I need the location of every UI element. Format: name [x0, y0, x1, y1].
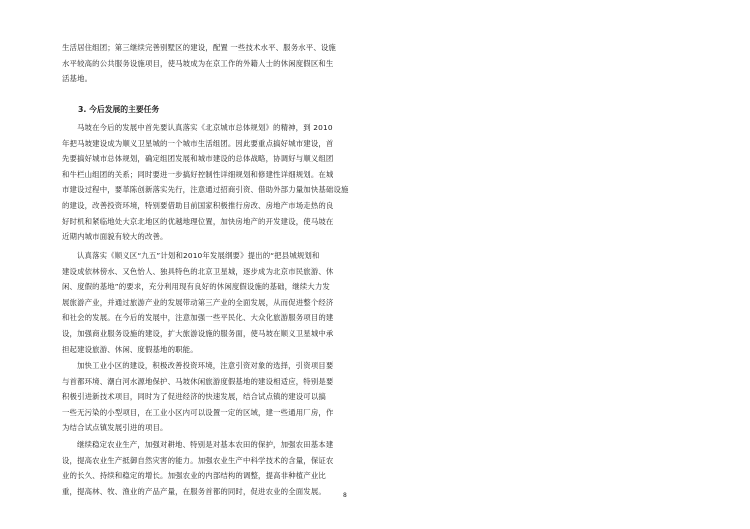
text-line: 认真落实《顺义区“九五”计划和2010年发展纲要》提出的“把县城规划和 [77, 251, 320, 260]
text-line: 近期内城市面貌有较大的改善。 [62, 232, 168, 242]
paragraph-1 [62, 120, 380, 245]
text-line: 和社会的发展。在今后的发展中，注意加强一些平民化、大众化旅游服务项目的建 [62, 313, 334, 323]
text-line: 马坡在今后的发展中首先要认真落实《北京城市总体规划》的精神，到 2010 [77, 123, 333, 132]
text-line: 闲、度假的基地”的要求，充分利用现有良好的休闲度假设施的基础，继续大力发 [62, 282, 330, 292]
text-line: 加快工业小区的建设，积极改善投资环境，注意引资对象的选择，引资项目要 [77, 361, 334, 370]
text-line: 积极引进新技术项目，同时为了促进经济的快速发展，结合试点镇的建设可以搞 [62, 392, 326, 402]
text-line: 生活居住组团；第三继续完善别墅区的建设，配置 一些技术水平、服务水平、设施 [62, 43, 336, 52]
text-line: 继续稳定农业生产，加强对耕地、特别是对基本农田的保护，加强农田基本建 [77, 440, 334, 449]
text-line: 重，提高林、牧、渔业的产品产量，在服务首都的同时，促进农业的全面发展。 [62, 486, 326, 496]
text-line: 先要搞好城市总体规划，确定组团发展和城市建设的总体战略，协调好与顺义组团 [62, 154, 334, 164]
text-line: 展旅游产业，并通过旅游产业的发展带动第三产业的全面发展，从而促进整个经济 [62, 297, 334, 307]
text-line: 活基地。 [62, 74, 93, 84]
intro-paragraph [62, 40, 380, 87]
paragraph-3 [62, 358, 380, 436]
text-line: 建设成依林傍水、又色怡人、独具特色的北京卫星城，逐步成为北京市民旅游、休 [62, 266, 334, 276]
text-line: 设，提高农业生产抵御自然灾害的能力。加强农业生产中科学技术的含量，保证农 [62, 455, 334, 465]
text-line: 市建设过程中，要革陈创新落实先行，注意通过招商引资、借助外部力量加快基础设施 [62, 185, 349, 195]
text-line: 设，加强商业服务设施的建设，扩大旅游设施的服务面，使马坡在顺义卫星城中承 [62, 328, 334, 338]
paragraph-2 [62, 248, 380, 357]
text-line: 年把马坡建设成为顺义卫星城的一个城市生活组团。因此要重点搞好城市建设，首 [62, 138, 334, 148]
page-number: 8 [343, 492, 347, 499]
text-line: 为结合试点镇发展引进的项目。 [62, 423, 168, 433]
section-heading: 3. 今后发展的主要任务 [78, 105, 160, 114]
paragraph-4 [62, 437, 380, 499]
text-line: 与首都环境、潮白河水源地保护、马坡休闲旅游度假基地的建设相适应，特别是要 [62, 376, 334, 386]
text-line: 一些无污染的小型项目，在工业小区内可以设置一定的区域，建一些通用厂房，作 [62, 407, 334, 417]
text-line: 的建设，改善投资环境，特别要借助目前国家积极推行房改、房地产市场走热的良 [62, 200, 334, 210]
text-line: 水平较高的公共服务设施项目，使马坡成为在京工作的外籍人士的休闲度假区和生 [62, 58, 334, 68]
text-line: 和牛栏山组团的关系；同时要进一步搞好控制性详细规划和修建性详细规划。在城 [62, 169, 334, 179]
text-line: 担起建设旅游、休闲、度假基地的职能。 [62, 344, 198, 354]
text-line: 好时机和紧临地处大京北地区的优越地理位置，加快房地产的开发建设，使马坡在 [62, 216, 334, 226]
text-line: 业的长久、持续和稳定的增长。加强农业的内部结构的调整，提高非种植产业比 [62, 471, 326, 481]
